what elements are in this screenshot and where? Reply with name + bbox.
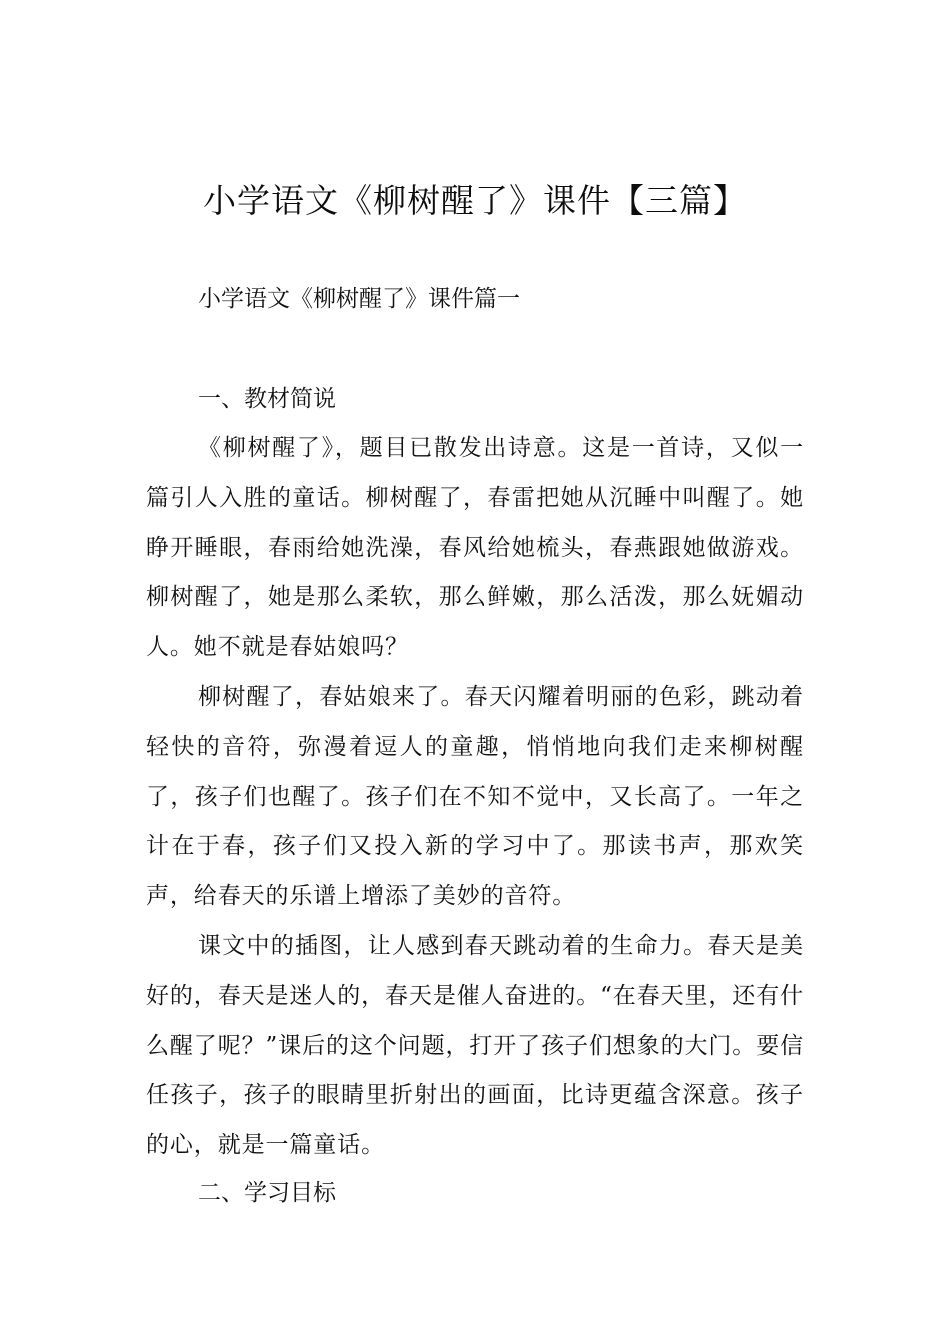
document-title: 小学语文《柳树醒了》课件【三篇】 xyxy=(203,181,747,220)
paragraph-1: 《柳树醒了》，题目已散发出诗意。这是一首诗，又似一篇引人入胜的童话。柳树醒了，春雷把她从沉睡中叫醒了。她睁开睡眼，春雨给她洗澡，春风给她梳头，春燕跟她做游戏。柳树醒了，她是那么柔软，那么鲜嫩，那么活泼，那么妩媚动人。她不就是春姑娘吗？ xyxy=(146,435,804,661)
article-subtitle: 小学语文《柳树醒了》课件篇一 xyxy=(198,286,520,312)
paragraph-2: 柳树醒了，春姑娘来了。春天闪耀着明丽的色彩，跳动着轻快的音符，弥漫着逗人的童趣，悄悄地向我们走来柳树醒了，孩子们也醒了。孩子们在不知不觉中，又长高了。一年之计在于春，孩子们又投入新的学习中了。那读书声，那欢笑声，给春天的乐谱上增添了美妙的音符。 xyxy=(146,684,804,910)
section-heading-2: 二、学习目标 xyxy=(198,1180,336,1206)
section-heading-1: 一、教材简说 xyxy=(198,386,336,412)
paragraph-3: 课文中的插图，让人感到春天跳动着的生命力。春天是美好的，春天是迷人的，春天是催人奋进的。“在春天里，还有什么醒了呢？”课后的这个问题，打开了孩子们想象的大门。要信任孩子，孩子的眼睛里折射出的画面，比诗更蕴含深意。孩子的心，就是一篇童话。 xyxy=(146,933,804,1159)
